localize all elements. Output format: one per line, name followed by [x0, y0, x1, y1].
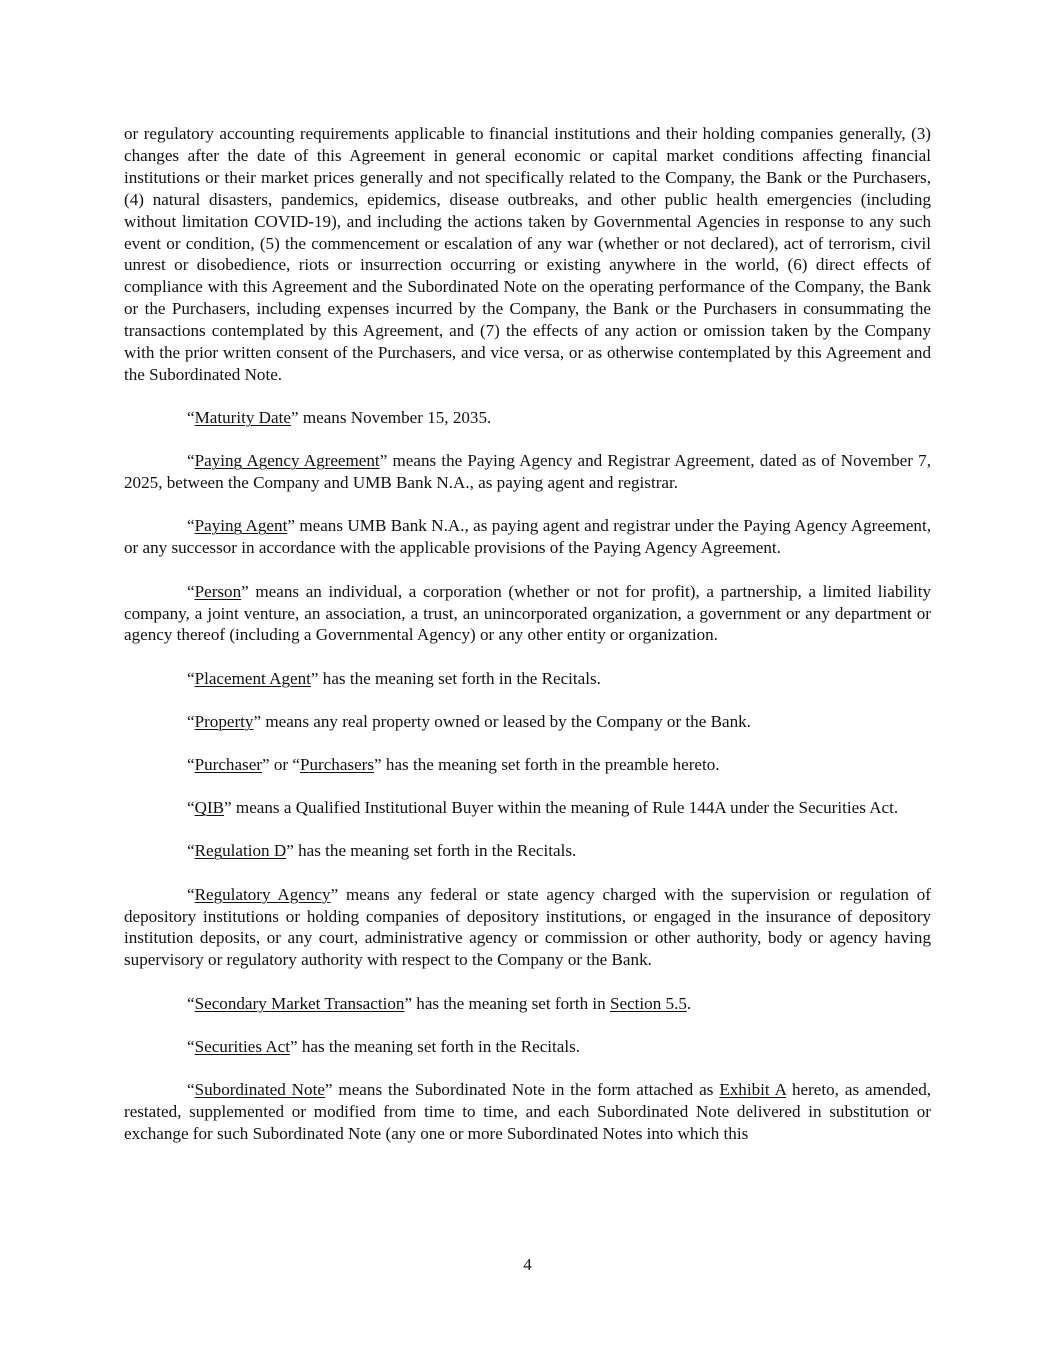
paragraph-text: “ — [187, 841, 195, 861]
paragraph-regulation-d — [124, 840, 931, 862]
paragraph-paying-agency-agreement — [124, 450, 931, 494]
paragraph-text: hereto, as amended, restated, supplemented or modified from time to time, and each Subordinated Note delivered in substitution or exchange for such Subordinated Note (any one or more Subordinated Notes into which this — [124, 1079, 932, 1143]
defined-term: Exhibit A — [719, 1079, 787, 1099]
paragraph-text: “ — [187, 516, 195, 536]
paragraph-paying-agent — [124, 515, 931, 559]
defined-term: Paying Agent — [194, 516, 288, 536]
defined-term: Regulatory Agency — [194, 884, 331, 904]
paragraph-text: “ — [187, 755, 195, 775]
paragraph-securities-act — [124, 1036, 931, 1058]
paragraph-text: ” means the Paying Agency and Registrar Agreement, dated as of November 7, 2025, between the Company and UMB Bank N.A., as paying agent and registrar. — [124, 451, 931, 493]
paragraph-text: . — [686, 993, 692, 1013]
paragraph-regulatory-agency — [124, 884, 931, 972]
paragraph-text: “ — [187, 581, 195, 601]
paragraph-text: or regulatory accounting requirements applicable to financial institutions and their holding companies generally, (3) changes after the date of this Agreement in general economic or capital market conditions affecting financial institutions or their market prices generally and not specifically related to the Company, the Bank or the Purchasers, (4) natural disasters, pandemics, epidemics, disease outbreaks, and other public health emergencies (including without limitation COVID-19), and including the actions taken by Governmental Agencies in response to any such event or condition, (5) the commencement or escalation of any war (whether or not declared), act of terrorism, civil unrest or disobedience, riots or insurrection occurring or existing anywhere in the world, (6) direct effects of compliance with this Agreement and the Subordinated Note on the operating performance of the Company, the Bank or the Purchasers, including expenses incurred by the Company, the Bank or the Purchasers in consummating the transactions contemplated by this Agreement, and (7) the effects of any action or omission taken by the Company with the prior written consent of the Purchasers, and vice versa, or as otherwise contemplated by this Agreement and the Subordinated Note. — [124, 124, 931, 384]
paragraph-text: ” has the meaning set forth in the Recitals. — [286, 841, 577, 861]
paragraph-placement-agent — [124, 668, 931, 690]
paragraph-text: ” means a Qualified Institutional Buyer within the meaning of Rule 144A under the Securities Act. — [224, 798, 899, 818]
paragraph-qib — [124, 797, 931, 819]
paragraph-text: ” has the meaning set forth in the Recitals. — [290, 1036, 581, 1056]
paragraph-text: ” means the Subordinated Note in the form attached as — [324, 1079, 720, 1099]
defined-term: Securities Act — [194, 1036, 291, 1056]
defined-term: Property — [194, 711, 254, 731]
paragraph-text: ” means an individual, a corporation (whether or not for profit), a partnership, a limited liability company, a joint venture, an association, a trust, an unincorporated organization, a government or any department or agency thereof (including a Governmental Agency) or any other entity or organization. — [124, 581, 931, 645]
paragraph-text: ” has the meaning set forth in the Recitals. — [310, 668, 601, 688]
paragraph-text: ” or “ — [262, 755, 300, 775]
paragraph-person — [124, 581, 931, 647]
defined-term: Person — [194, 581, 242, 601]
paragraph-text: ” has the meaning set forth in the preamble hereto. — [374, 755, 720, 775]
paragraph-property — [124, 711, 931, 733]
paragraph-subordinated-note — [124, 1079, 931, 1145]
defined-term: Subordinated Note — [194, 1079, 325, 1099]
defined-term: Section 5.5 — [609, 993, 687, 1013]
paragraph-continuation — [124, 123, 931, 386]
paragraph-text: ” has the meaning set forth in — [404, 993, 610, 1013]
paragraph-text: “ — [187, 1079, 195, 1099]
page-number: 4 — [523, 1255, 532, 1274]
paragraph-secondary-market-transaction — [124, 993, 931, 1015]
defined-term: QIB — [194, 798, 225, 818]
paragraph-text: ” means any federal or state agency charged with the supervision or regulation of depository institutions or holding companies of depository institutions, or engaged in the insurance of depository institution deposits, or any court, administrative agency or commission or other authority, body or agency having supervisory or regulatory authority with respect to the Company or the Bank. — [124, 884, 931, 970]
defined-term: Purchaser — [194, 755, 262, 775]
paragraph-text: ” means any real property owned or leased by the Company or the Bank. — [253, 711, 751, 731]
paragraph-purchaser — [124, 754, 931, 776]
paragraph-text: ” means November 15, 2035. — [290, 408, 492, 428]
defined-term: Maturity Date — [194, 408, 291, 428]
defined-term: Secondary Market Transaction — [194, 993, 405, 1013]
paragraph-text: “ — [187, 1036, 195, 1056]
paragraph-text: “ — [187, 798, 195, 818]
defined-term: Paying Agency Agreement — [194, 451, 380, 471]
defined-term: Regulation D — [194, 841, 287, 861]
paragraph-text: “ — [187, 884, 195, 904]
paragraph-text: “ — [187, 711, 195, 731]
paragraph-text: “ — [187, 993, 195, 1013]
paragraph-text: “ — [187, 408, 195, 428]
defined-term: Placement Agent — [194, 668, 311, 688]
document-body — [124, 123, 931, 1166]
paragraph-text: “ — [187, 451, 195, 471]
defined-term: Purchasers — [299, 755, 375, 775]
paragraph-maturity-date — [124, 407, 931, 429]
paragraph-text: ” means UMB Bank N.A., as paying agent and registrar under the Paying Agency Agreement, or any successor in accordance with the applicable provisions of the Paying Agency Agreement. — [124, 516, 931, 558]
paragraph-text: “ — [187, 668, 195, 688]
